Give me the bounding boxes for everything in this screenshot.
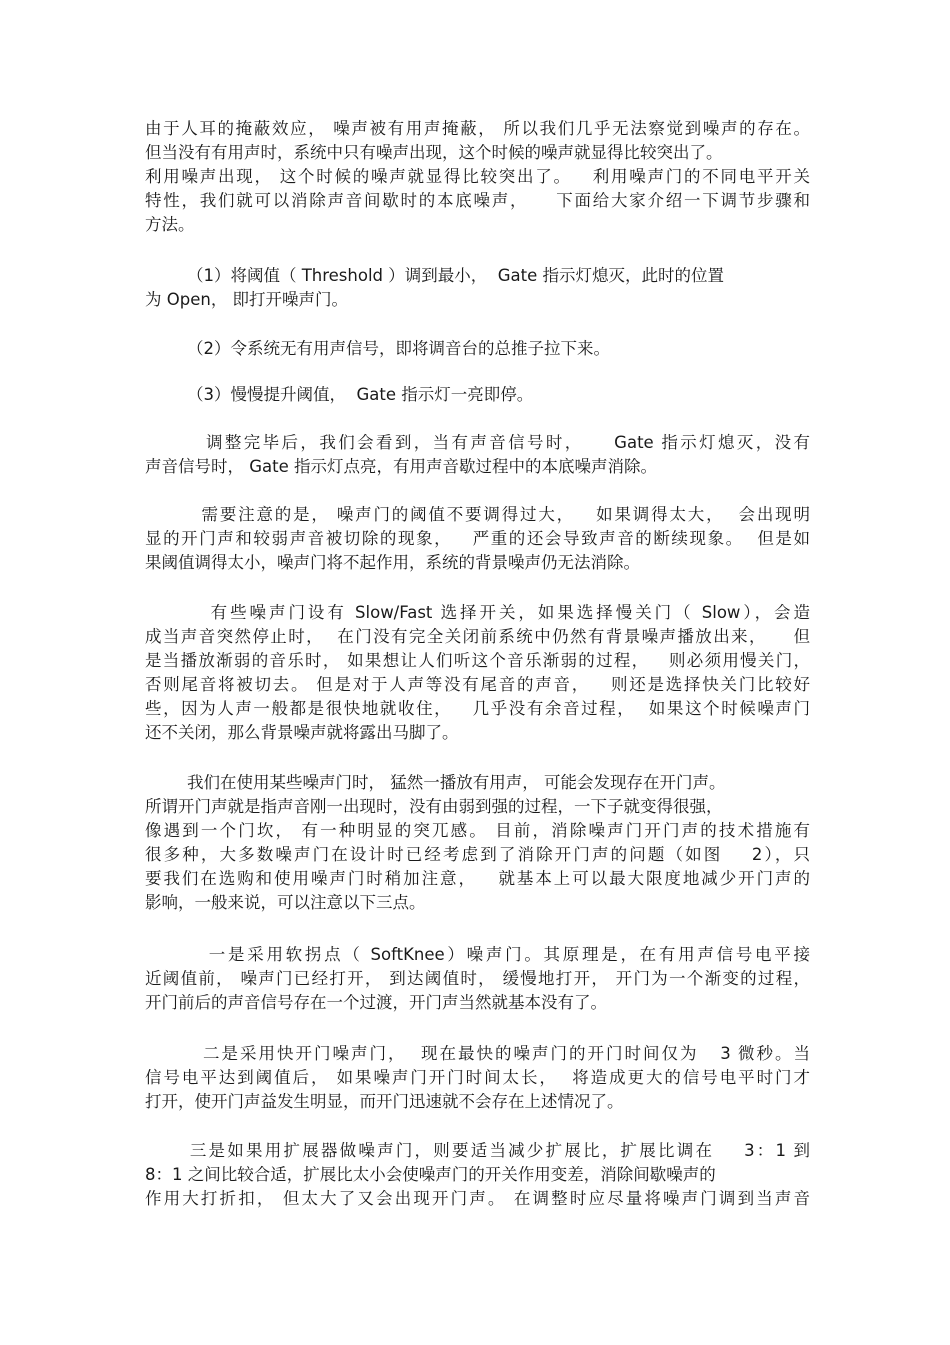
text-line: 二是采用快开门噪声门， 现在最快的噪声门的开门时间仅为 3 微秒。当 (145, 1044, 810, 1063)
text-line: （1）将阈值（ Threshold ）调到最小， Gate 指示灯熄灭，此时的位置 (145, 266, 725, 285)
paragraph-step-2 (145, 337, 810, 361)
text-line: 声音信号时， Gate 指示灯点亮，有用声音歇过程中的本底噪声消除。 (145, 457, 658, 476)
paragraph-step-1 (145, 264, 810, 312)
paragraph-expander (145, 1139, 810, 1211)
text-line: 所谓开门声就是指声音刚一出现时，没有由弱到强的过程，一下子就变得很强， (145, 797, 723, 816)
text-line: 特性，我们就可以消除声音间歇时的本底噪声， 下面给大家介绍一下调节步骤和 (145, 191, 810, 210)
text-line: 8：1 之间比较合适，扩展比太小会使噪声门的开关作用变差，消除间歇噪声的 (145, 1165, 716, 1184)
paragraph-fast-open (145, 1042, 810, 1114)
text-line: 否则尾音将被切去。 但是对于人声等没有尾音的声音， 则还是选择快关门比较好 (145, 675, 810, 694)
text-line: 但当没有有用声时，系统中只有噪声出现，这个时候的噪声就显得比较突出了。 (145, 143, 723, 162)
text-line: 有些噪声门设有 Slow/Fast 选择开关，如果选择慢关门（ Slow），会造 (145, 603, 810, 622)
paragraph-threshold-note (145, 503, 810, 575)
text-line: 由于人耳的掩蔽效应， 噪声被有用声掩蔽， 所以我们几乎无法察觉到噪声的存在。 (145, 119, 810, 138)
text-line: 还不关闭，那么背景噪声就将露出马脚了。 (145, 723, 459, 742)
text-line: 是当播放渐弱的音乐时， 如果想让人们听这个音乐渐弱的过程， 则必须用慢关门， (145, 651, 810, 670)
paragraph-soft-knee (145, 943, 810, 1015)
text-line: 利用噪声出现， 这个时候的噪声就显得比较突出了。 利用噪声门的不同电平开关 (145, 167, 810, 186)
paragraph-slow-fast (145, 601, 810, 745)
text-line: 一是采用软拐点（ SoftKnee）噪声门。其原理是，在有用声信号电平接 (145, 945, 810, 964)
text-line: 近阈值前， 噪声门已经打开， 到达阈值时， 缓慢地打开， 开门为一个渐变的过程， (145, 969, 810, 988)
text-line: （3）慢慢提升阈值， Gate 指示灯一亮即停。 (145, 385, 534, 404)
text-line: 调整完毕后，我们会看到，当有声音信号时， Gate 指示灯熄灭，没有 (145, 433, 810, 452)
text-line: 三是如果用扩展器做噪声门，则要适当减少扩展比，扩展比调在 3：1 到 (145, 1141, 810, 1160)
text-line: （2）令系统无有用声信号，即将调音台的总推子拉下来。 (145, 339, 610, 358)
paragraph-intro (145, 117, 810, 237)
text-line: 成当声音突然停止时， 在门没有完全关闭前系统中仍然有背景噪声播放出来， 但 (145, 627, 810, 646)
text-line: 打开，使开门声益发生明显，而开门迅速就不会存在上述情况了。 (145, 1092, 624, 1111)
paragraph-gate-click (145, 771, 810, 915)
text-line: 我们在使用某些噪声门时， 猛然一播放有用声， 可能会发现存在开门声。 (145, 773, 726, 792)
paragraph-adjust-done (145, 431, 810, 479)
text-line: 像遇到一个门坎， 有一种明显的突兀感。 目前，消除噪声门开门声的技术措施有 (145, 821, 810, 840)
text-line: 方法。 (145, 215, 195, 234)
text-line: 显的开门声和较弱声音被切除的现象， 严重的还会导致声音的断续现象。 但是如 (145, 529, 810, 548)
text-line: 开门前后的声音信号存在一个过渡，开门声当然就基本没有了。 (145, 993, 607, 1012)
text-line: 果阈值调得太小，噪声门将不起作用，系统的背景噪声仍无法消除。 (145, 553, 640, 572)
text-line: 很多种，大多数噪声门在设计时已经考虑到了消除开门声的问题（如图 2），只 (145, 845, 810, 864)
text-line: 需要注意的是， 噪声门的阈值不要调得过大， 如果调得太大， 会出现明 (145, 505, 810, 524)
text-line: 作用大打折扣， 但太大了又会出现开门声。 在调整时应尽量将噪声门调到当声音 (145, 1189, 810, 1208)
text-line: 信号电平达到阈值后， 如果噪声门开门时间太长， 将造成更大的信号电平时门才 (145, 1068, 810, 1087)
text-line: 影响，一般来说，可以注意以下三点。 (145, 893, 426, 912)
text-line: 要我们在选购和使用噪声门时稍加注意， 就基本上可以最大限度地减少开门声的 (145, 869, 810, 888)
text-line: 些，因为人声一般都是很快地就收住， 几乎没有余音过程， 如果这个时候噪声门 (145, 699, 810, 718)
paragraph-step-3 (145, 383, 810, 407)
text-line: 为 Open， 即打开噪声门。 (145, 290, 349, 309)
